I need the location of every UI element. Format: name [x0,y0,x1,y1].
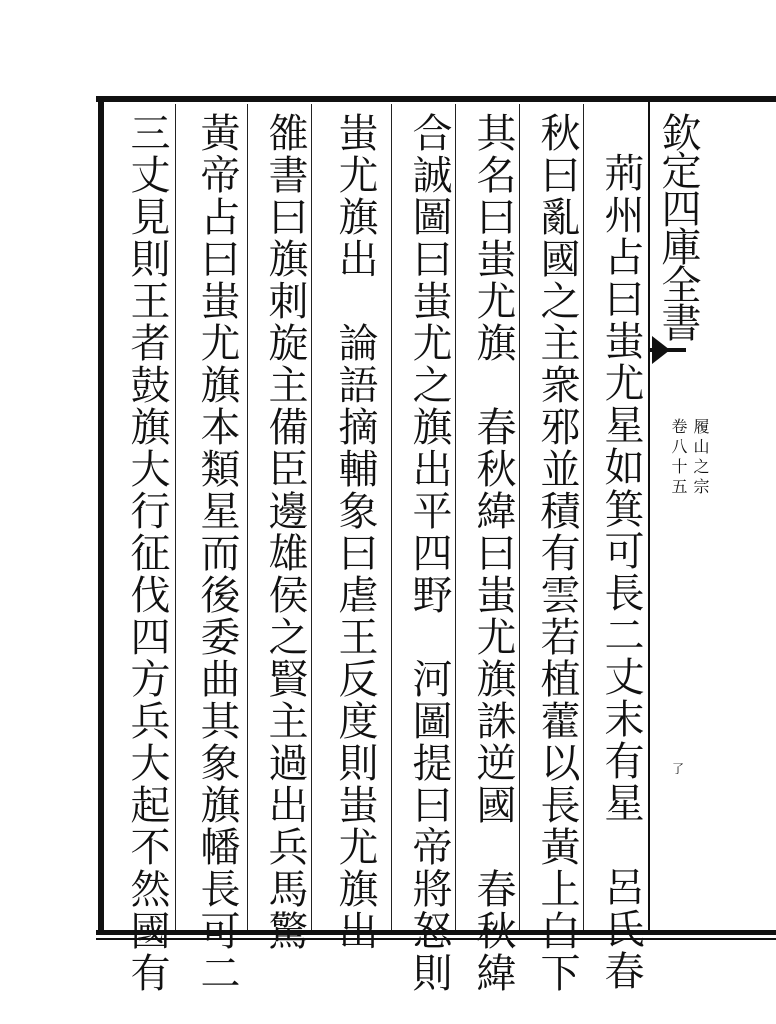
fish-tail-rule [650,348,686,352]
text-column-4: 合誠圖曰蚩尤之旗出平四野 河圖提曰帝將怒則 [406,112,452,994]
column-divider [391,104,392,930]
text-column-2: 秋曰亂國之主衆邪並積有雲若植藿以長黃上白下 [534,112,580,994]
text-column-6: 雒書曰旗刺旋主備臣邊雄侯之賢主過出兵馬驚 [262,112,308,952]
text-column-8: 三丈見則王者鼓旗大行征伐四方兵大起不然國有 [124,112,170,994]
text-column-3: 其名曰蚩尤旗 春秋緯曰蚩尤旗誅逆國 春秋緯 [470,112,516,994]
margin-book-title: 履山之宗 [691,418,710,498]
text-column-5: 蚩尤旗出 論語摘輔象曰虐王反度則蚩尤旗出 [332,112,378,952]
text-column-1: 荊州占曰蚩尤星如箕可長二丈末有星 呂氏春 [598,152,644,992]
left-border-rule [98,100,104,930]
top-border-strip [96,84,776,94]
margin-collection-title: 欽定四庫全書 [655,112,701,340]
text-column-7: 黃帝占曰蚩尤旗本類星而後委曲其象旗幡長可二 [194,112,240,994]
top-border-rule [96,96,776,102]
margin-page-number: 了 [672,762,685,776]
margin-juan-number: 卷八十五 [669,418,688,498]
